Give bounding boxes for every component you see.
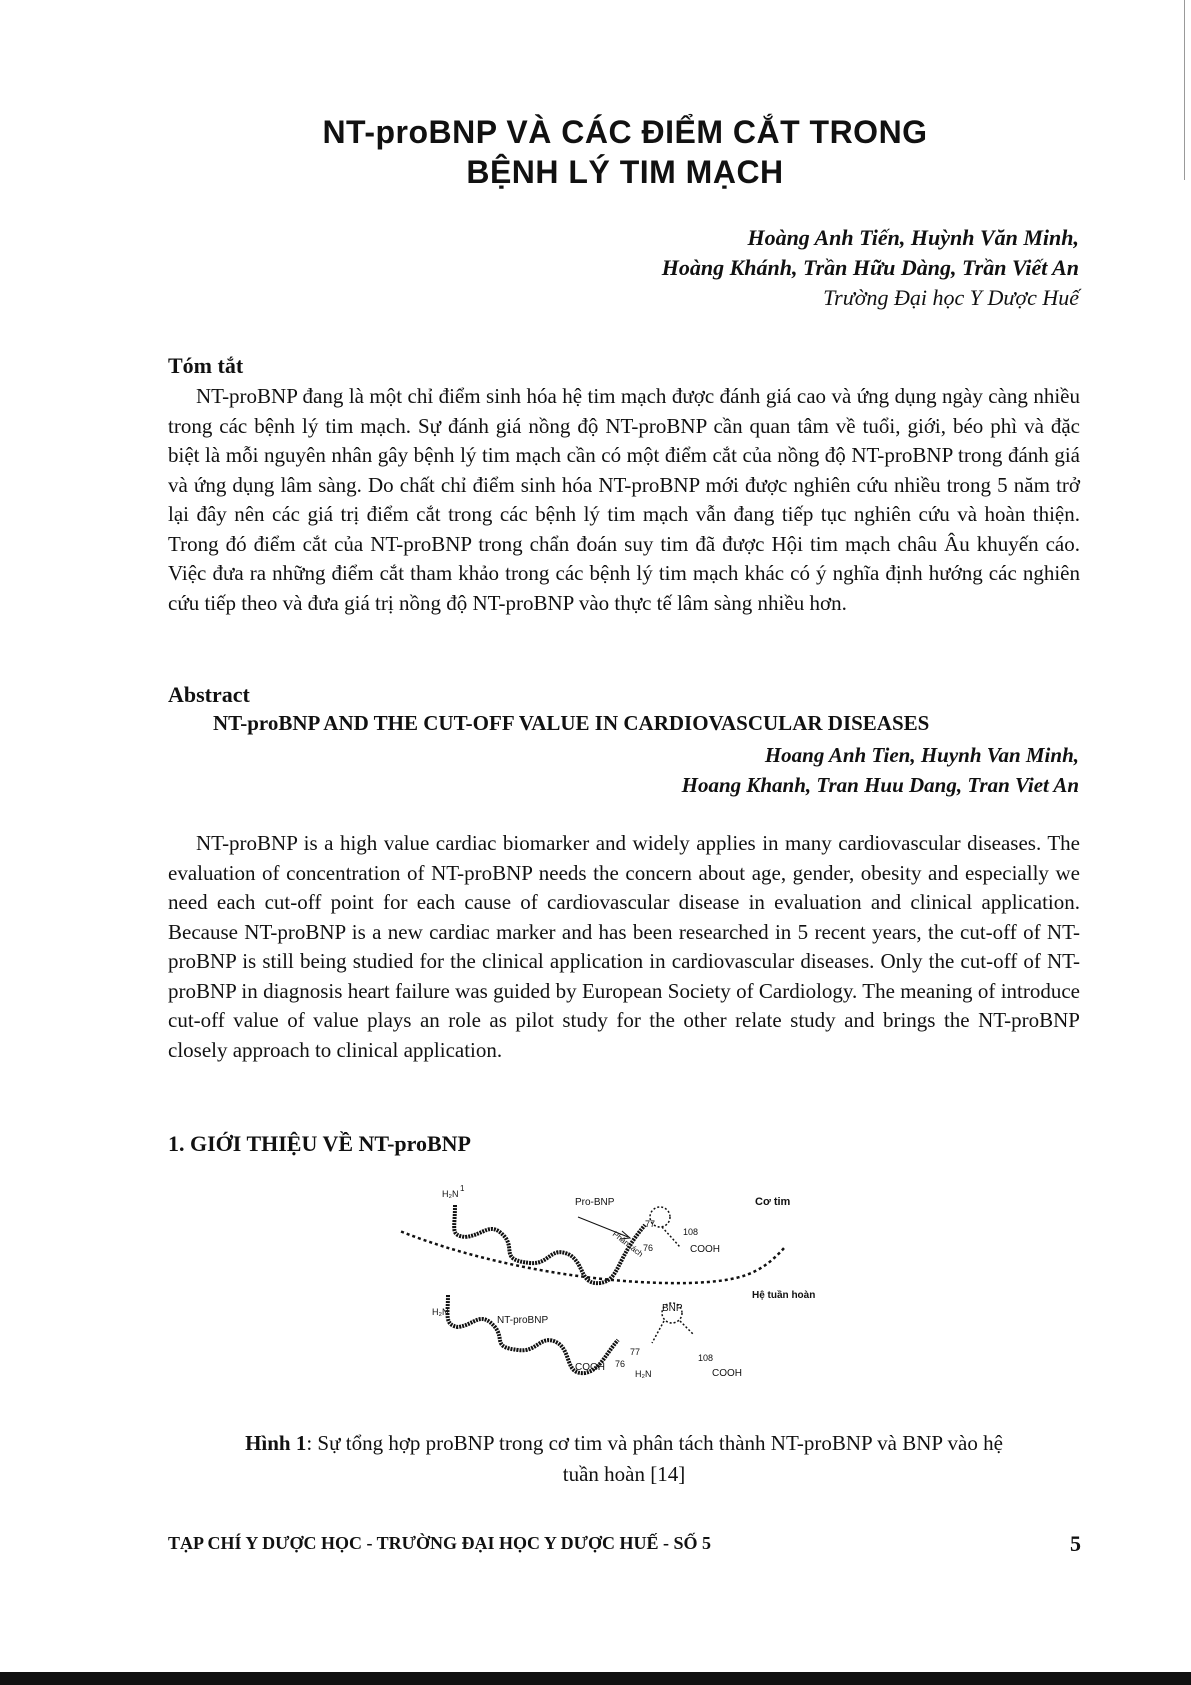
authors-vi-line-2: Hoàng Khánh, Trần Hữu Dàng, Trần Viết An <box>661 255 1079 280</box>
label-cooh-top: COOH <box>690 1244 720 1255</box>
label-co-tim: Cơ tim <box>755 1196 791 1208</box>
page-number: 5 <box>1070 1531 1081 1556</box>
title-line-2: BỆNH LÝ TIM MẠCH <box>466 154 784 190</box>
affiliation: Trường Đại học Y Dược Huế <box>823 285 1079 310</box>
section-1-heading: 1. GIỚI THIỆU VỀ NT-proBNP <box>168 1131 471 1156</box>
summary-text: NT-proBNP đang là một chỉ điểm sinh hóa hệ tim mạch được đánh giá cao và ứng dụng ngày càng nhiều trong các bệnh lý tim mạch. Sự đánh giá nồng độ NT-proBNP cần quan tâm về tuổi, giới, béo phì và đặc biệt là mỗi nguyên nhân gây bệnh lý tim mạch cần có một điểm cắt của nồng độ NT-proBNP trong đánh giá và ứng dụng lâm sàng. Do chất chỉ điểm sinh hóa NT-proBNP mới được nghiên cứu nhiều trong 5 năm trở lại đây nên các giá trị điểm cắt trong các bệnh lý tim mạch vẫn đang tiếp tục nghiên cứu và hoàn thiện. Trong đó điểm cắt của NT-proBNP trong chẩn đoán suy tim đã được Hội tim mạch châu Âu khuyến cáo. Việc đưa ra những điểm cắt tham khảo trong các bệnh lý tim mạch khác có ý nghĩa định hướng các nghiên cứu tiếp theo và đưa giá trị nồng độ NT-proBNP vào thực tế lâm sàng nhiều hơn. <box>168 384 1080 615</box>
title-line-1: NT-proBNP VÀ CÁC ĐIỂM CẮT TRONG <box>322 114 928 150</box>
caption-label: Hình 1 <box>245 1431 307 1455</box>
label-cooh-bottom-right: COOH <box>712 1368 742 1379</box>
caption-text-2: tuần hoàn [14] <box>562 1462 686 1486</box>
label-phan-tach: Phân tách <box>610 1229 645 1259</box>
abstract-title: NT-proBNP AND THE CUT-OFF VALUE IN CARDIOVASCULAR DISEASES <box>213 711 930 735</box>
label-he-tuan-hoan: Hệ tuần hoàn <box>752 1290 816 1301</box>
abstract-heading: Abstract <box>168 682 250 707</box>
paper-title <box>150 112 1100 192</box>
caption-line-1 <box>168 1428 1080 1459</box>
abstract-text: NT-proBNP is a high value cardiac biomarker and widely applies in many cardiovascular diseases. The evaluation of concentration of NT-proBNP needs the concern about age, gender, obesity and especially we need each cut-off point for each cause of cardiovascular disease in evaluation and clinical application. Because NT-proBNP is a new cardiac marker and has been researched in 5 recent years, the cut-off of NT-proBNP is still being studied for the clinical application in cardiovascular diseases. Only the cut-off of NT-proBNP in diagnosis heart failure was guided by European Society of Cardiology. The meaning of introduce cut-off value of value plays an role as pilot study for the other relate study and brings the NT-proBNP closely approach to clinical application. <box>168 831 1080 1062</box>
label-77-bottom: 77 <box>630 1347 641 1357</box>
figure-1-diagram <box>400 1175 860 1395</box>
summary-heading: Tóm tắt <box>168 353 244 378</box>
authors-vi <box>662 223 1079 313</box>
label-one: 1 <box>460 1184 465 1193</box>
abstract-authors-line-1: Hoang Anh Tien, Huynh Van Minh, <box>764 743 1079 767</box>
scan-edge-line <box>1184 0 1185 180</box>
label-108-bottom: 108 <box>698 1353 714 1363</box>
label-pro-bnp: Pro-BNP <box>575 1197 615 1208</box>
label-76-top: 76 <box>643 1243 654 1253</box>
label-h2n-bottom: H₂N <box>635 1369 652 1379</box>
caption-text-1: : Sự tổng hợp proBNP trong cơ tim và phân tách thành NT-proBNP và BNP vào hệ <box>306 1431 1003 1455</box>
label-nt-probnp: NT-proBNP <box>497 1315 549 1326</box>
scan-bottom-band <box>0 1672 1191 1685</box>
probnp-chain <box>454 1205 645 1283</box>
bnp-tail-left <box>652 1321 664 1343</box>
bnp-tail-right <box>680 1321 694 1335</box>
label-76-bottom: 76 <box>615 1359 626 1369</box>
figure-1-caption <box>168 1428 1080 1490</box>
journal-footer: TẠP CHÍ Y DƯỢC HỌC - TRƯỜNG ĐẠI HỌC Y DƯỢC HUẾ - SỐ 5 <box>168 1533 712 1553</box>
abstract-authors-line-2: Hoang Khanh, Tran Huu Dang, Tran Viet An <box>681 773 1079 797</box>
label-bnp: BNP <box>662 1303 683 1314</box>
label-h2n-top: H₂N <box>442 1189 459 1199</box>
label-h2n-left: H₂N <box>432 1307 449 1317</box>
label-cooh-bottom-left: COOH <box>575 1362 605 1373</box>
label-77-top: 77 <box>645 1219 656 1229</box>
probnp-tail <box>662 1227 680 1247</box>
abstract-authors <box>682 740 1079 800</box>
label-108-top: 108 <box>683 1227 699 1237</box>
authors-vi-line-1: Hoàng Anh Tiến, Huỳnh Văn Minh, <box>747 225 1079 250</box>
